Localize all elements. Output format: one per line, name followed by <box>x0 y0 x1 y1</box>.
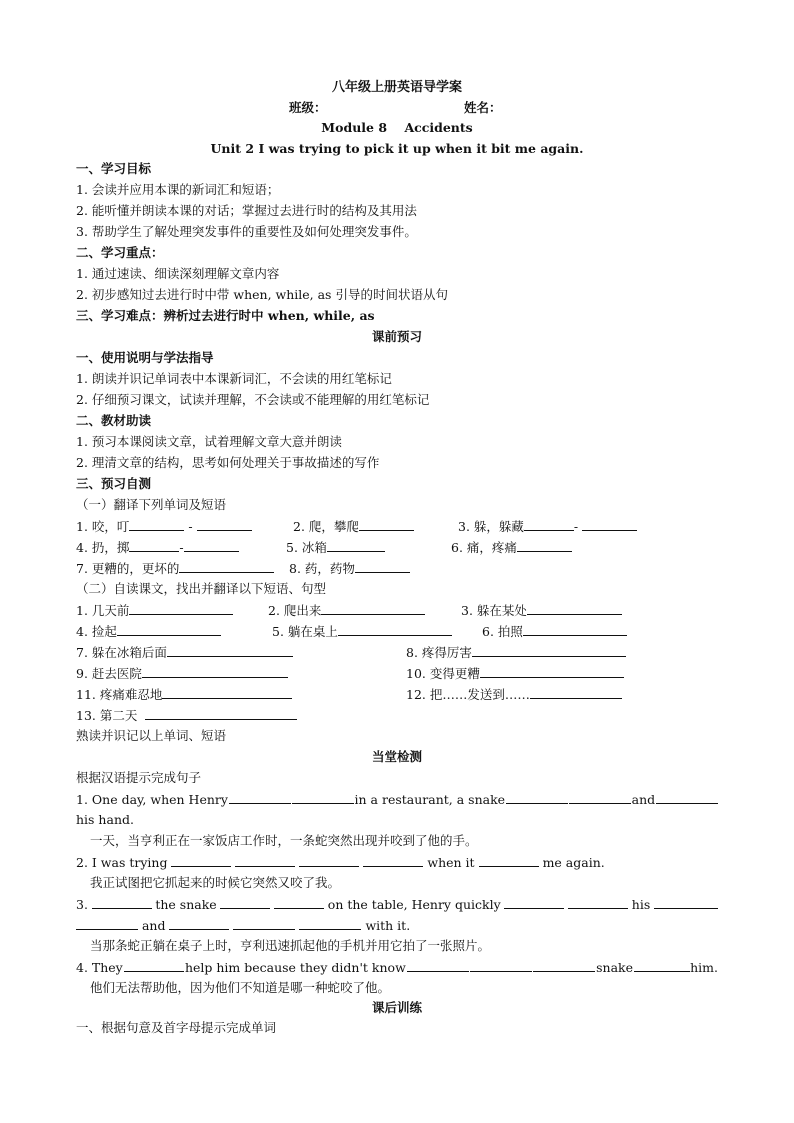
phrase-item: 11. 疼痛难忍地 <box>76 686 292 703</box>
phrase-item: 2. 爬出来 <box>268 602 425 619</box>
answer-blank[interactable] <box>229 791 291 804</box>
answer-blank[interactable] <box>524 518 574 531</box>
answer-blank[interactable] <box>470 959 532 972</box>
phrase-item: 3. 躲在某处 <box>461 602 622 619</box>
answer-blank[interactable] <box>523 623 627 636</box>
check-heading: 当堂检测 <box>371 749 422 764</box>
question-3-chinese: 当那条蛇正躺在桌子上时，亨利迅速抓起他的手机并用它拍了一张照片。 <box>90 938 491 953</box>
answer-blank[interactable] <box>569 791 631 804</box>
vocab-item: 7. 更糟的，更坏的 <box>76 560 274 577</box>
answer-blank[interactable] <box>568 896 628 909</box>
question-1-chinese: 一天，当亨利正在一家饭店工作时，一条蛇突然出现并咬到了他的手。 <box>90 833 478 848</box>
question-1-cont: his hand. <box>76 812 134 827</box>
vocab-item: 4. 扔，掷 - <box>76 539 239 556</box>
answer-blank[interactable] <box>299 917 361 930</box>
question-3: 3. the snake on the table, Henry quickly his <box>76 896 718 913</box>
phrases-part-heading: （二）自读课文，找出并翻译以下短语、句型 <box>76 581 327 596</box>
answer-blank[interactable] <box>129 539 179 552</box>
answer-blank[interactable] <box>124 959 184 972</box>
phrase-item: 12. 把……发送到…… <box>406 686 622 703</box>
answer-blank[interactable] <box>92 896 152 909</box>
difficulty-line: 三、学习难点：辨析过去进行时中 when, while, as <box>76 308 375 323</box>
after-class-section-1: 一、根据句意及首字母提示完成单词 <box>76 1020 277 1035</box>
textbook-item: 1. 预习本课阅读文章，试着理解文章大意并朗读 <box>76 434 342 449</box>
unit-title: Unit 2 I was trying to pick it up when it bit me again. <box>210 141 584 156</box>
name-label: 姓名： <box>464 100 502 115</box>
question-2-chinese: 我正试图把它抓起来的时候它突然又咬了我。 <box>90 875 341 890</box>
phrase-item: 10. 变得更糟 <box>406 665 624 682</box>
vocab-part-heading: （一）翻译下列单词及短语 <box>76 497 227 512</box>
question-4-chinese: 他们无法帮助他，因为他们不知道是哪一种蛇咬了他。 <box>90 980 391 995</box>
question-1: 1. One day, when Henry in a restaurant, a snake and <box>76 791 718 808</box>
answer-blank[interactable] <box>634 959 690 972</box>
preview-heading: 课前预习 <box>371 329 422 344</box>
answer-blank[interactable] <box>359 518 414 531</box>
goal-item: 1. 会读并应用本课的新词汇和短语； <box>76 182 280 197</box>
vocab-item: 8. 药，药物 <box>289 560 410 577</box>
phrase-item: 6. 拍照 <box>482 623 627 640</box>
answer-blank[interactable] <box>292 791 354 804</box>
vocab-item: 3. 躲，躲藏 - <box>458 518 637 535</box>
vocab-item: 1. 咬，叮 - <box>76 518 252 535</box>
answer-blank[interactable] <box>407 959 469 972</box>
answer-blank[interactable] <box>654 896 718 909</box>
answer-blank[interactable] <box>363 854 423 867</box>
textbook-heading: 二、教材助读 <box>76 413 152 428</box>
answer-blank[interactable] <box>197 518 252 531</box>
answer-blank[interactable] <box>530 686 622 699</box>
vocab-item: 5. 冰箱 <box>286 539 385 556</box>
answer-blank[interactable] <box>533 959 595 972</box>
key-point-item: 1. 通过速读、细读深刻理解文章内容 <box>76 266 280 281</box>
answer-blank[interactable] <box>479 854 539 867</box>
phrase-item: 7. 躲在冰箱后面 <box>76 644 293 661</box>
answer-blank[interactable] <box>76 917 138 930</box>
answer-blank[interactable] <box>142 665 288 678</box>
memorize-note: 熟读并识记以上单词、短语 <box>76 728 227 743</box>
answer-blank[interactable] <box>321 602 425 615</box>
answer-blank[interactable] <box>171 854 231 867</box>
answer-blank[interactable] <box>117 623 221 636</box>
key-points-heading: 二、学习重点： <box>76 245 164 260</box>
question-4: 4. They help him because they didn't know snake him. <box>76 960 718 975</box>
answer-blank[interactable] <box>355 560 410 573</box>
answer-blank[interactable] <box>480 665 624 678</box>
class-label: 班级： <box>289 100 327 115</box>
answer-blank[interactable] <box>582 518 637 531</box>
phrase-item: 13. 第二天 <box>76 707 297 724</box>
answer-blank[interactable] <box>299 854 359 867</box>
answer-blank[interactable] <box>517 539 572 552</box>
answer-blank[interactable] <box>656 791 718 804</box>
goal-item: 3. 帮助学生了解处理突发事件的重要性及如何处理突发事件。 <box>76 224 417 239</box>
answer-blank[interactable] <box>233 917 295 930</box>
answer-blank[interactable] <box>129 518 184 531</box>
answer-blank[interactable] <box>220 896 270 909</box>
key-point-item: 2. 初步感知过去进行时中带 when, while, as 引导的时间状语从句 <box>76 287 448 302</box>
module-title: Module 8 Accidents <box>321 120 473 135</box>
question-3-cont: and with it. <box>76 917 410 934</box>
answer-blank[interactable] <box>184 539 239 552</box>
phrase-item: 9. 赶去医院 <box>76 665 288 682</box>
instruction-item: 2. 仔细预习课文，试读并理解，不会读或不能理解的用红笔标记 <box>76 392 430 407</box>
goal-item: 2. 能听懂并朗读本课的对话；掌握过去进行时的结构及其用法 <box>76 203 417 218</box>
answer-blank[interactable] <box>235 854 295 867</box>
question-2: 2. I was trying when it me again. <box>76 855 605 870</box>
answer-blank[interactable] <box>338 623 452 636</box>
answer-blank[interactable] <box>504 896 564 909</box>
self-test-heading: 三、预习自测 <box>76 476 152 491</box>
answer-blank[interactable] <box>472 644 626 657</box>
check-instruction: 根据汉语提示完成句子 <box>76 770 202 785</box>
worksheet-title: 八年级上册英语导学案 <box>331 80 462 95</box>
answer-blank[interactable] <box>274 896 324 909</box>
answer-blank[interactable] <box>167 644 293 657</box>
goals-heading: 一、学习目标 <box>76 161 152 176</box>
phrase-item: 4. 捡起 <box>76 623 221 640</box>
answer-blank[interactable] <box>145 707 297 720</box>
answer-blank[interactable] <box>129 602 233 615</box>
instruction-item: 1. 朗读并识记单词表中本课新词汇，不会读的用红笔标记 <box>76 371 392 386</box>
answer-blank[interactable] <box>327 539 385 552</box>
answer-blank[interactable] <box>527 602 622 615</box>
textbook-item: 2. 理清文章的结构，思考如何处理关于事故描述的写作 <box>76 455 380 470</box>
answer-blank[interactable] <box>179 560 274 573</box>
after-class-heading: 课后训练 <box>371 1000 422 1015</box>
phrase-item: 1. 几天前 <box>76 602 233 619</box>
phrase-item: 5. 躺在桌上 <box>272 623 452 640</box>
instructions-heading: 一、使用说明与学法指导 <box>76 350 214 365</box>
vocab-item: 2. 爬，攀爬 <box>293 518 414 535</box>
phrase-item: 8. 疼得厉害 <box>406 644 626 661</box>
vocab-item: 6. 痛，疼痛 <box>451 539 572 556</box>
answer-blank[interactable] <box>162 686 292 699</box>
answer-blank[interactable] <box>506 791 568 804</box>
answer-blank[interactable] <box>169 917 229 930</box>
